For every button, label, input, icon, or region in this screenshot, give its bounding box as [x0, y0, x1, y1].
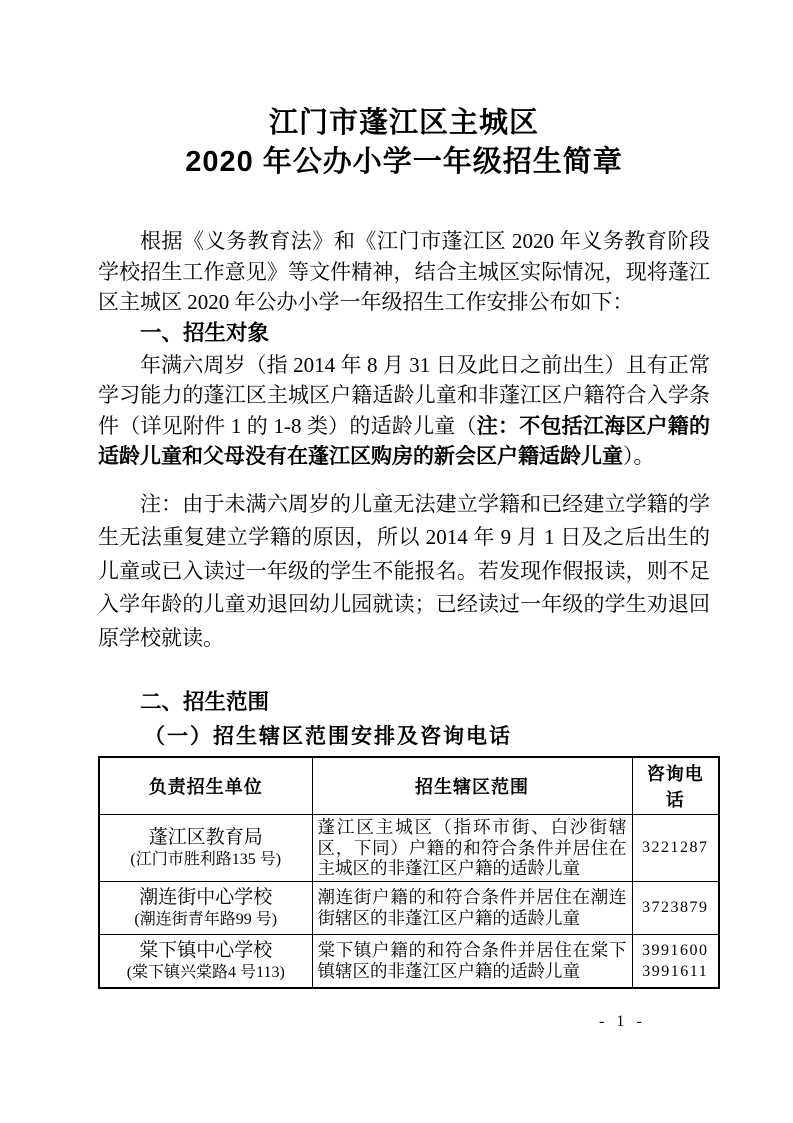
- unit-cell: [99, 815, 312, 882]
- scope-cell: 棠下镇户籍的和符合条件并居住在棠下镇辖区的非蓬江区户籍的适龄儿童: [312, 934, 632, 988]
- section1-heading: 一、招生对象: [140, 320, 270, 345]
- table-row: [99, 934, 719, 988]
- column-header-scope: 招生辖区范围: [312, 757, 632, 815]
- eligibility-paragraph: [98, 350, 710, 472]
- scope-cell: 蓬江区主城区（指环市街、白沙街辖区，下同）户籍的和符合条件并居住在主城区的非蓬江区户籍的适龄儿童: [312, 815, 632, 882]
- phone-number: 3991600: [642, 941, 709, 959]
- eligibility-text-start: 年满六周岁（指 2014 年 8 月 31 日及此日之前出生）且有正常学习能力的蓬江区主城区户籍适龄儿童和非蓬江区户籍符合入学条件（详见附件 1 的 1-8 类）的适龄儿童（: [98, 352, 710, 438]
- enrollment-table: [98, 756, 720, 989]
- phone-number: 3991611: [642, 962, 709, 980]
- unit-name: 蓬江区教育局: [148, 826, 263, 848]
- scope-cell: 潮连街户籍的和符合条件并居住在潮连街辖区的非蓬江区户籍的适龄儿童: [312, 881, 632, 934]
- column-header-unit: 负责招生单位: [99, 757, 312, 815]
- phone-number: 3221287: [642, 839, 709, 857]
- table-row: [99, 881, 719, 934]
- page-title-line2: 2020 年公办小学一年级招生简章: [185, 146, 623, 178]
- section2-subheading: （一）招生辖区范围安排及咨询电话: [144, 724, 512, 748]
- page-title-line1: 江门市蓬江区主城区: [268, 107, 539, 139]
- document-content: [98, 0, 710, 989]
- unit-cell: [99, 934, 312, 988]
- table-header-row: [99, 757, 719, 815]
- phone-cell: [632, 815, 719, 882]
- unit-name: 潮连街中心学校: [139, 886, 273, 908]
- eligibility-bold-note: 注：不包括江海区户籍的适龄儿童和父母没有在蓬江区购房的新会区户籍适龄儿童: [98, 413, 711, 468]
- unit-address: (棠下镇兴棠路4 号113): [126, 963, 285, 981]
- eligibility-text-end: ）。: [623, 444, 655, 468]
- age-note-paragraph: 注：由于未满六周岁的儿童无法建立学籍和已经建立学籍的学生无法重复建立学籍的原因，所以 2014 年 9 月 1 日及之后出生的儿童或已入读过一年级的学生不能报名。若发现作假报读，则不足入学年龄的儿童劝退回幼儿园就读；已经读过一年级的学生劝退回原学校就读。: [98, 491, 710, 650]
- column-header-phone: 咨询电话: [632, 757, 719, 815]
- unit-address: (潮连街青年路99 号): [134, 910, 278, 928]
- phone-number: 3723879: [642, 899, 709, 916]
- table-row: [99, 815, 719, 882]
- intro-paragraph: 根据《义务教育法》和《江门市蓬江区 2020 年义务教育阶段学校招生工作意见》等文件精神，结合主城区实际情况，现将蓬江区主城区 2020 年公办小学一年级招生工作安排公布如下：: [98, 229, 710, 314]
- phone-cell: [632, 934, 719, 988]
- page-number: - 1 -: [599, 1013, 646, 1030]
- section2-heading: 二、招生范围: [140, 690, 270, 714]
- unit-cell: [99, 881, 312, 934]
- phone-cell: [632, 881, 719, 934]
- unit-address: (江门市胜利路135 号): [130, 850, 282, 868]
- unit-name: 棠下镇中心学校: [139, 939, 273, 961]
- page-title: [98, 104, 710, 182]
